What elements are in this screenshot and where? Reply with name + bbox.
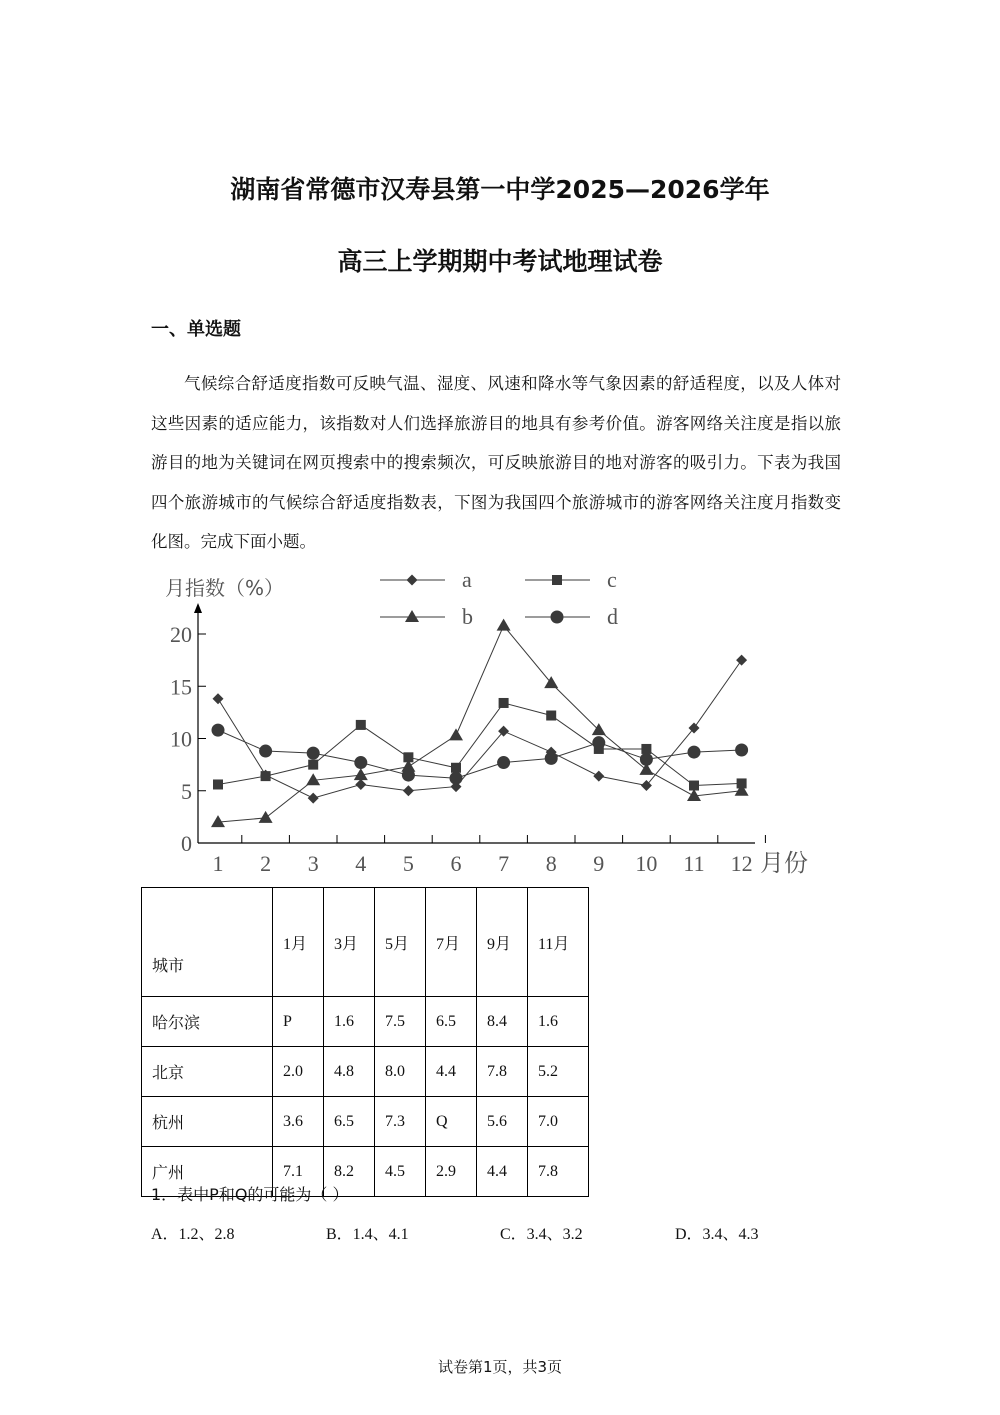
- series-b-point: [211, 815, 225, 827]
- value-cell: 4.4: [477, 1147, 528, 1197]
- value-cell: 8.2: [324, 1147, 375, 1197]
- city-cell: 杭州: [142, 1097, 273, 1147]
- series-d-point: [354, 756, 367, 769]
- value-cell: 7.1: [273, 1147, 324, 1197]
- header-cell: 3月: [324, 888, 375, 997]
- series-d-point: [497, 756, 510, 769]
- legend-label: c: [607, 567, 617, 592]
- page-footer: 试卷第1页，共3页: [437, 1358, 563, 1376]
- value-cell: 4.5: [375, 1147, 426, 1197]
- series-c-point: [451, 763, 461, 773]
- city-cell: 北京: [142, 1047, 273, 1097]
- value-cell: 4.4: [426, 1047, 477, 1097]
- series-b-line: [218, 626, 742, 822]
- y-tick-label: 20: [170, 622, 192, 647]
- legend-label: d: [607, 604, 618, 629]
- option-d[interactable]: D．3.4、4.3: [675, 1226, 759, 1243]
- series-c-point: [308, 760, 318, 770]
- header-cell: 5月: [375, 888, 426, 997]
- table-header-row: [142, 888, 589, 997]
- x-tick-label: 10: [635, 851, 658, 876]
- series-b-point: [497, 619, 511, 631]
- x-tick-label: 5: [402, 851, 414, 876]
- legend-marker: [405, 610, 419, 622]
- x-tick-label: 2: [260, 851, 272, 876]
- question-1: 1．表中P和Q的可能为（ ）: [151, 1185, 349, 1204]
- series-d-point: [402, 769, 415, 782]
- x-tick-label: 6: [450, 851, 462, 876]
- y-tick-label: 10: [170, 726, 192, 752]
- value-cell: 7.8: [528, 1147, 589, 1197]
- series-c-point: [737, 778, 747, 788]
- series-d-point: [307, 747, 320, 760]
- series-d-point: [545, 752, 558, 765]
- x-tick-label: 3: [307, 851, 319, 876]
- x-tick-label: 1: [212, 851, 224, 876]
- series-a-point: [213, 693, 224, 704]
- y-tick-label: 0: [181, 831, 192, 856]
- series-c-point: [641, 744, 651, 754]
- value-cell: 2.0: [273, 1047, 324, 1097]
- x-tick-label: 4: [355, 851, 367, 876]
- legend-label: b: [462, 604, 473, 629]
- value-cell: 7.8: [477, 1047, 528, 1097]
- city-cell: 广州: [142, 1147, 273, 1197]
- series-d-point: [592, 736, 605, 749]
- header-cell: 城市: [142, 888, 273, 997]
- series-c-point: [546, 711, 556, 721]
- series-d-point: [212, 724, 225, 737]
- value-cell: 1.6: [528, 997, 589, 1047]
- header-cell: 1月: [273, 888, 324, 997]
- value-cell: P: [273, 997, 324, 1047]
- series-d-point: [640, 753, 653, 766]
- legend-marker: [407, 575, 418, 586]
- series-a-point: [641, 780, 652, 791]
- series-a-point: [689, 723, 700, 734]
- value-cell: Q: [426, 1097, 477, 1147]
- header-cell: 11月: [528, 888, 589, 997]
- table-row: [142, 997, 589, 1047]
- value-cell: 8.0: [375, 1047, 426, 1097]
- y-tick-label: 15: [170, 674, 192, 700]
- series-c-point: [261, 771, 271, 781]
- series-c-point: [499, 698, 509, 708]
- series-d-line: [218, 730, 742, 778]
- title-line-1: 湖南省常德市汉寿县第一中学2025—2026学年: [230, 175, 770, 204]
- legend-marker: [552, 575, 562, 585]
- value-cell: 7.0: [528, 1097, 589, 1147]
- y-axis-arrow: [194, 603, 202, 613]
- line-chart: [160, 565, 830, 880]
- series-a-point: [593, 771, 604, 782]
- series-d-point: [450, 772, 463, 785]
- header-cell: 9月: [477, 888, 528, 997]
- x-tick-label: 9: [593, 851, 605, 876]
- table-row: [142, 1097, 589, 1147]
- value-cell: 3.6: [273, 1097, 324, 1147]
- x-tick-label: 7: [498, 851, 510, 876]
- title-line-2: 高三上学期期中考试地理试卷: [337, 247, 663, 276]
- x-tick-label: 12: [730, 851, 753, 876]
- series-c-line: [218, 703, 742, 786]
- option-c[interactable]: C．3.4、3.2: [500, 1226, 583, 1243]
- value-cell: 6.5: [426, 997, 477, 1047]
- x-axis-label: 月份: [760, 849, 808, 877]
- value-cell: 2.9: [426, 1147, 477, 1197]
- table-row: [142, 1047, 589, 1097]
- value-cell: 4.8: [324, 1047, 375, 1097]
- legend-marker: [551, 611, 564, 624]
- series-c-point: [213, 779, 223, 789]
- city-cell: 哈尔滨: [142, 997, 273, 1047]
- header-cell: 7月: [426, 888, 477, 997]
- value-cell: 6.5: [324, 1097, 375, 1147]
- series-d-point: [688, 746, 701, 759]
- series-a-point: [308, 793, 319, 804]
- intro-paragraph: 气候综合舒适度指数可反映气温、湿度、风速和降水等气象因素的舒适程度，以及人体对这些因素的适应能力，该指数对人们选择旅游目的地具有参考价值。游客网络关注度是指以旅游目的地为关键词在网页搜索中的搜索频次，可反映旅游目的地对游客的吸引力。下表为我国四个旅游城市的气候综合舒适度指数表，下图为我国四个旅游城市的游客网络关注度月指数变化图。完成下面小题。: [151, 374, 841, 551]
- series-c-point: [356, 720, 366, 730]
- comfort-index-table: [141, 887, 589, 1197]
- series-d-point: [259, 745, 272, 758]
- value-cell: 5.6: [477, 1097, 528, 1147]
- y-tick-label: 5: [181, 778, 192, 804]
- legend-label: a: [462, 567, 472, 592]
- value-cell: 7.3: [375, 1097, 426, 1147]
- series-a-point: [403, 785, 414, 796]
- series-b-point: [449, 728, 463, 740]
- section-heading: 一、单选题: [151, 319, 241, 340]
- series-c-point: [689, 781, 699, 791]
- series-d-point: [735, 743, 748, 756]
- x-tick-label: 11: [683, 851, 705, 876]
- value-cell: 5.2: [528, 1047, 589, 1097]
- series-a-point: [736, 655, 747, 666]
- option-a[interactable]: A．1.2、2.8: [151, 1226, 235, 1243]
- series-b-point: [259, 811, 273, 823]
- x-tick-label: 8: [545, 851, 557, 876]
- value-cell: 8.4: [477, 997, 528, 1047]
- value-cell: 1.6: [324, 997, 375, 1047]
- y-axis-label: 月指数（%）: [165, 576, 285, 600]
- option-b[interactable]: B．1.4、4.1: [326, 1226, 409, 1243]
- series-a-point: [355, 779, 366, 790]
- value-cell: 7.5: [375, 997, 426, 1047]
- series-c-point: [403, 752, 413, 762]
